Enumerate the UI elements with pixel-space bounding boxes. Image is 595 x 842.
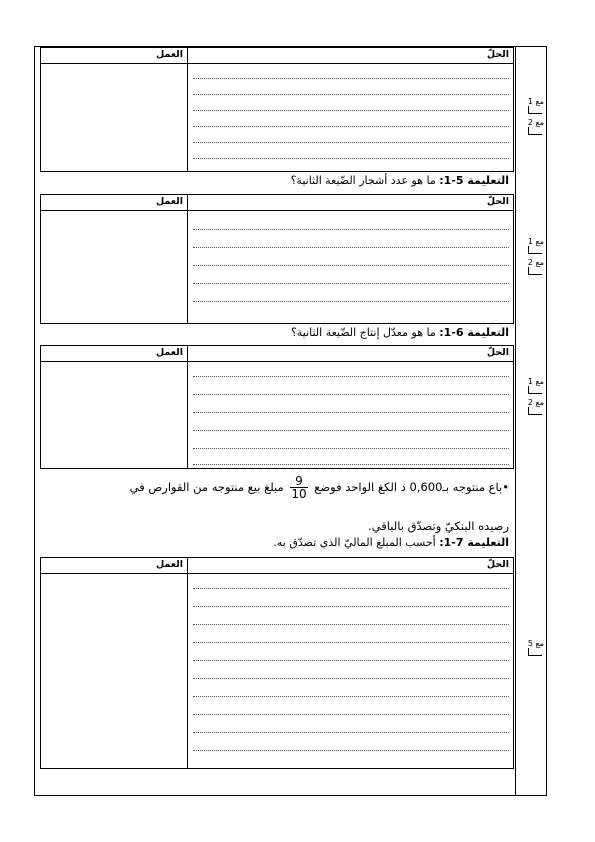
answer-line[interactable] <box>193 448 509 449</box>
solution-header: الحلّ <box>486 559 509 570</box>
work-header: العمل <box>155 49 183 60</box>
score-box[interactable] <box>528 386 542 394</box>
answer-line[interactable] <box>193 301 509 302</box>
table-header <box>41 48 513 64</box>
score-box[interactable] <box>528 127 542 135</box>
main-column <box>35 47 516 795</box>
answer-line[interactable] <box>193 142 509 143</box>
criterion-label: مع 1 <box>527 377 544 386</box>
score-box[interactable] <box>528 267 542 275</box>
criteria-block-1 <box>522 97 544 139</box>
criterion-label: مع 5 <box>527 639 544 648</box>
answer-line[interactable] <box>193 714 509 715</box>
answer-line[interactable] <box>193 229 509 230</box>
answer-line[interactable] <box>193 376 509 377</box>
score-box[interactable] <box>528 648 542 656</box>
answer-table-1 <box>40 47 514 172</box>
answer-line[interactable] <box>193 678 509 679</box>
criteria-block-3 <box>522 377 544 419</box>
column-divider <box>187 558 188 768</box>
fraction-denominator: 10 <box>291 487 307 501</box>
answer-line[interactable] <box>193 732 509 733</box>
table-header <box>41 558 513 574</box>
answer-line[interactable] <box>193 126 509 127</box>
work-header: العمل <box>155 347 183 358</box>
criteria-column <box>517 47 547 795</box>
table-header <box>41 195 513 211</box>
answer-line[interactable] <box>193 78 509 79</box>
answer-line[interactable] <box>193 696 509 697</box>
page-frame <box>34 46 547 796</box>
answer-line[interactable] <box>193 247 509 248</box>
criterion-label: مع 2 <box>527 118 544 127</box>
answer-line[interactable] <box>193 430 509 431</box>
answer-line[interactable] <box>193 624 509 625</box>
answer-line[interactable] <box>193 158 509 159</box>
column-divider <box>187 195 188 323</box>
fraction <box>290 475 307 500</box>
table-header <box>41 346 513 362</box>
instruction-7-1 <box>273 536 509 549</box>
solution-header: الحلّ <box>486 347 509 358</box>
answer-line[interactable] <box>193 606 509 607</box>
answer-line[interactable] <box>193 588 509 589</box>
score-box[interactable] <box>528 407 542 415</box>
answer-line[interactable] <box>193 750 509 751</box>
criterion-label: مع 1 <box>527 237 544 246</box>
criterion-label: مع 2 <box>527 258 544 267</box>
instruction-6-1 <box>291 326 509 339</box>
answer-line[interactable] <box>193 464 509 465</box>
statement-text-a: •باع منتوجه بـ0,600 د الكغ الواحد فوضع <box>314 480 509 494</box>
criterion-label: مع 1 <box>527 97 544 106</box>
column-divider <box>187 346 188 468</box>
instruction-label: التعليمة 6-1: <box>439 326 509 339</box>
answer-line[interactable] <box>193 110 509 111</box>
instruction-text: أحسب المبلغ الماليّ الذي تصدّق به. <box>273 536 436 549</box>
answer-line[interactable] <box>193 394 509 395</box>
answer-table-3 <box>40 345 514 469</box>
answer-line[interactable] <box>193 94 509 95</box>
score-box[interactable] <box>528 106 542 114</box>
instruction-text: ما هو عدد أشجار الضّيعة الثانية؟ <box>290 174 436 187</box>
answer-line[interactable] <box>193 265 509 266</box>
answer-table-4 <box>40 557 514 769</box>
answer-line[interactable] <box>193 283 509 284</box>
solution-header: الحلّ <box>486 49 509 60</box>
instruction-label: التعليمة 7-1: <box>439 536 509 549</box>
answer-line[interactable] <box>193 642 509 643</box>
answer-line[interactable] <box>193 412 509 413</box>
work-header: العمل <box>155 559 183 570</box>
criteria-block-2 <box>522 237 544 279</box>
solution-header: الحلّ <box>486 196 509 207</box>
problem-statement-line-2: رصيده البنكيّ وتصدّق بالباقي. <box>368 519 509 533</box>
statement-text-b: مبلغ بيع منتوجه من القوارص في <box>129 480 284 494</box>
criteria-block-4 <box>522 639 544 660</box>
criterion-label: مع 2 <box>527 398 544 407</box>
instruction-label: التعليمة 5-1: <box>439 174 509 187</box>
work-header: العمل <box>155 196 183 207</box>
answer-table-2 <box>40 194 514 324</box>
instruction-5-1 <box>291 174 509 187</box>
score-box[interactable] <box>528 246 542 254</box>
problem-statement-line-1 <box>130 475 509 500</box>
answer-line[interactable] <box>193 660 509 661</box>
fraction-numerator: 9 <box>290 475 307 488</box>
column-divider <box>187 48 188 171</box>
instruction-text: ما هو معدّل إنتاج الضّيعة الثانية؟ <box>291 326 436 339</box>
